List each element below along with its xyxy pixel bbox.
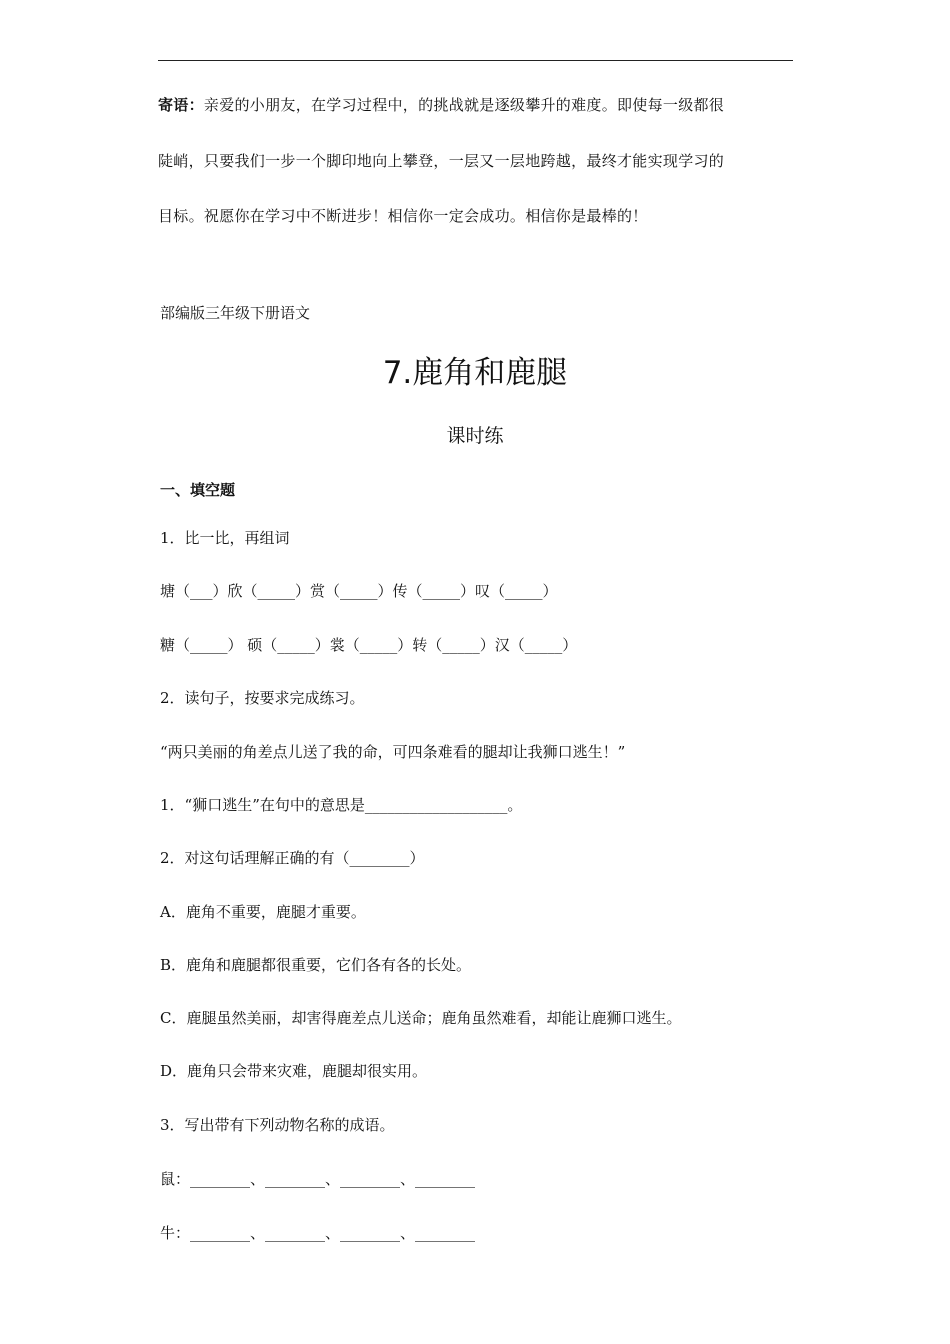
q2-quote: “两只美丽的角差点儿送了我的命，可四条难看的腿却让我狮口逃生！”: [160, 743, 626, 761]
intro-text-1: 亲爱的小朋友，在学习过程中，的挑战就是逐级攀升的难度。即使每一级都很: [203, 96, 725, 114]
q2-option-a: A．鹿角不重要，鹿腿才重要。: [160, 903, 366, 921]
q3-row-rat: 鼠：________、________、________、________: [160, 1170, 476, 1188]
page-title: 7.鹿角和鹿腿: [382, 355, 568, 391]
intro-line-2: 陡峭，只要我们一步一个脚印地向上攀登，一层又一层地跨越，最终才能实现学习的: [158, 152, 725, 170]
q2-sub-1: 1．“狮口逃生”在句中的意思是___________________。: [160, 796, 523, 814]
q1-row-2: 糖（_____） 硕（_____）裳（_____）转（_____）汉（_____）: [160, 636, 578, 654]
q3-prompt: 3．写出带有下列动物名称的成语。: [160, 1116, 395, 1134]
q1-prompt: 1．比一比，再组词: [160, 529, 290, 547]
q2-option-c: C．鹿腿虽然美丽，却害得鹿差点儿送命；鹿角虽然难看，却能让鹿狮口逃生。: [160, 1009, 682, 1027]
section-heading: 一、填空题: [160, 481, 236, 499]
intro-line-1: [158, 94, 794, 115]
q2-sub-2: 2．对这句话理解正确的有（________）: [160, 849, 425, 867]
header-rule: [158, 60, 793, 61]
q2-option-b: B．鹿角和鹿腿都很重要，它们各有各的长处。: [160, 956, 472, 974]
course-label: 部编版三年级下册语文: [160, 304, 311, 322]
q1-row-1: 塘（___）欣（_____）赏（_____）传（_____）叹（_____）: [160, 582, 558, 600]
intro-line-3: 目标。祝愿你在学习中不断进步！相信你一定会成功。相信你是最棒的！: [158, 207, 648, 225]
q3-row-ox: 牛：________、________、________、________: [160, 1224, 476, 1242]
page-subtitle: 课时练: [446, 425, 504, 447]
intro-label: 寄语：: [158, 96, 204, 114]
q2-option-d: D．鹿角只会带来灾难，鹿腿却很实用。: [160, 1062, 428, 1080]
q2-prompt: 2．读句子，按要求完成练习。: [160, 689, 365, 707]
